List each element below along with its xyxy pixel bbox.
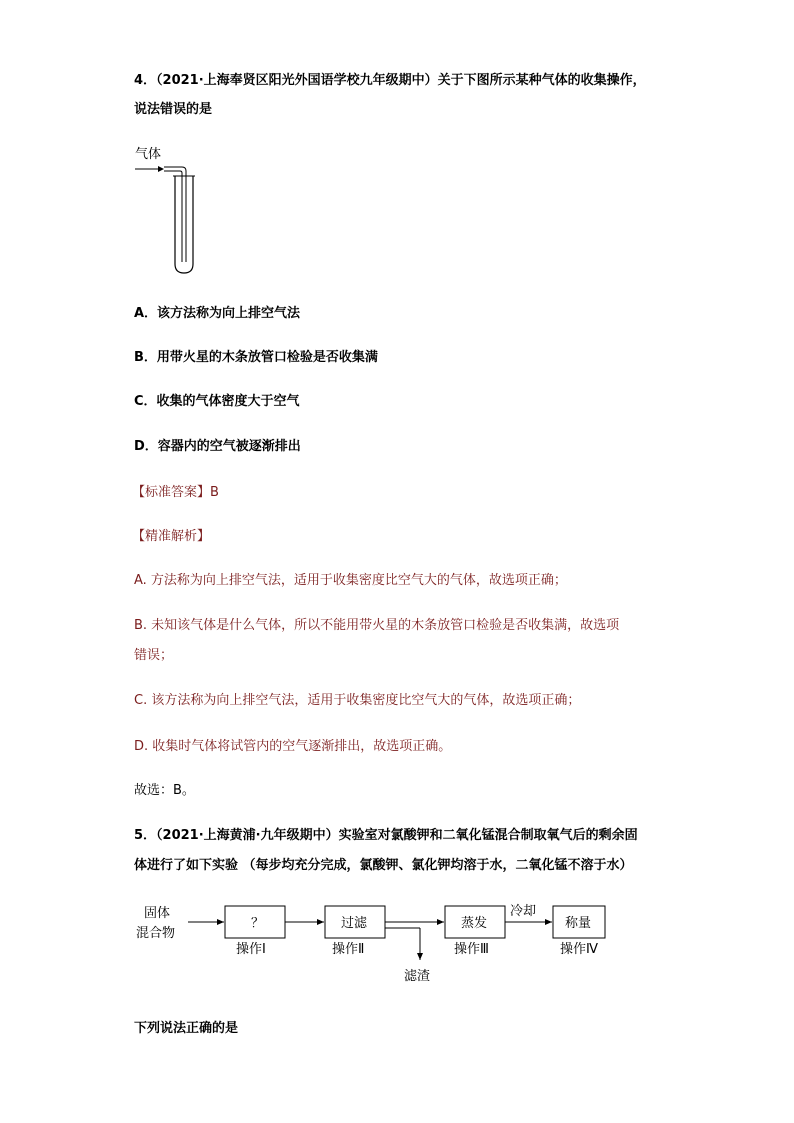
q4-option-c: C．收集的气体密度大于空气 <box>134 394 300 409</box>
q4-stem-line-1: 4．（2021·上海奉贤区阳光外国语学校九年级期中）关于下图所示某种气体的收集操作， <box>134 73 646 88</box>
q4-answer-heading: 【标准答案】B <box>132 485 219 500</box>
flow-box-2-label: 过滤 <box>341 916 368 931</box>
flow-box-3-caption: 操作Ⅲ <box>454 942 489 957</box>
flow-residue: 滤渣 <box>404 969 431 984</box>
flow-box-4-caption: 操作Ⅳ <box>560 942 598 957</box>
flow-arrow-label: 冷却 <box>510 904 537 919</box>
flow-box-1-caption: 操作Ⅰ <box>236 942 266 957</box>
flow-input-line-2: 混合物 <box>136 926 176 941</box>
q4-analysis-b-line-2: 错误； <box>134 648 174 663</box>
test-tube-figure <box>130 140 220 280</box>
flow-input-line-1: 固体 <box>144 906 171 921</box>
flowchart <box>130 895 620 990</box>
q4-option-a: A．该方法称为向上排空气法 <box>134 306 301 321</box>
flow-box-1-label: ？ <box>251 916 265 931</box>
flow-box-3-label: 蒸发 <box>461 916 488 931</box>
q5-question: 下列说法正确的是 <box>134 1021 239 1036</box>
q4-analysis-d: D. 收集时气体将试管内的空气逐渐排出，故选项正确。 <box>134 739 452 754</box>
q4-analysis-a: A. 方法称为向上排空气法，适用于收集密度比空气大的气体，故选项正确； <box>134 573 567 588</box>
q4-conclusion: 故选：B。 <box>134 783 195 798</box>
q4-option-b: B．用带火星的木条放管口检验是否收集满 <box>134 350 378 365</box>
q4-analysis-b-line-1: B. 未知该气体是什么气体，所以不能用带火星的木条放管口检验是否收集满，故选项 <box>134 618 620 633</box>
q4-analysis-heading: 【精准解析】 <box>132 529 211 544</box>
figure-gas-label: 气体 <box>135 147 162 162</box>
q5-stem-line-2: 体进行了如下实验 （每步均充分完成，氯酸钾、氯化钾均溶于水，二氧化锰不溶于水） <box>134 858 633 873</box>
q4-option-d: D．容器内的空气被逐渐排出 <box>134 439 301 454</box>
flow-box-2-caption: 操作Ⅱ <box>332 942 365 957</box>
q4-analysis-c: C. 该方法称为向上排空气法，适用于收集密度比空气大的气体，故选项正确； <box>134 693 581 708</box>
flow-box-4-label: 称量 <box>565 916 592 931</box>
q5-stem-line-1: 5．（2021·上海黄浦·九年级期中）实验室对氯酸钾和二氧化锰混合制取氧气后的剩余固 <box>134 828 638 843</box>
q4-stem-line-2: 说法错误的是 <box>134 102 213 117</box>
